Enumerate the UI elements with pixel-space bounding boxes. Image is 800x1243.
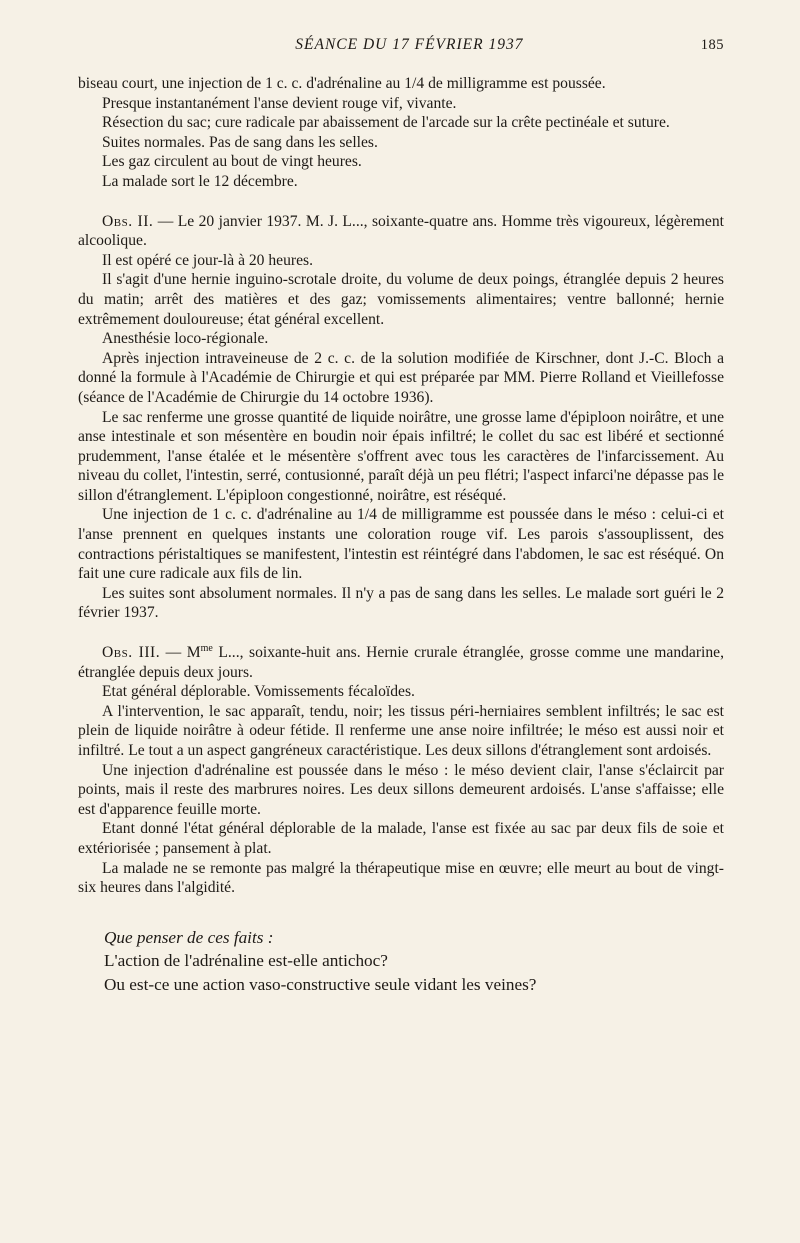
obs2-paragraph: Les suites sont absolument normales. Il n'y a pas de sang dans les selles. Le malade sort guéri le 2 février 1937. [78, 584, 724, 622]
obs2-paragraph: Une injection de 1 c. c. d'adrénaline au 1/4 de milligramme est poussée dans le méso : celui-ci et l'anse prennent en quelques instants une coloration rouge vif. Les parois s'assouplissent, des contractions péristaltiques se manifestent, l'intestin est réintégré dans l'abdomen, le sac est réséqué. On fait une cure radicale aux fils de lin. [78, 506, 724, 583]
continuation-paragraph: Suites normales. Pas de sang dans les selles. [102, 133, 378, 151]
obs3-lead-a: — M [160, 644, 201, 662]
continuation-paragraph: biseau court, une injection de 1 c. c. d'adrénaline au 1/4 de milligramme est poussée. [78, 75, 606, 92]
continuation-paragraph: Résection du sac; cure radicale par abaissement de l'arcade sur la crête pectinéale et suture. [102, 114, 670, 132]
closing-question: L'action de l'adrénaline est-elle antichoc? [104, 951, 388, 971]
section-gap [78, 623, 724, 643]
obs2-label: Obs. II. [102, 212, 154, 230]
obs2-paragraph: Il est opéré ce jour-là à 20 heures. [102, 251, 313, 269]
obs3-paragraph: Etant donné l'état général déplorable de la malade, l'anse est fixée au sac par deux fils de soie et extériorisée ; pansement à plat. [78, 820, 724, 857]
continuation-paragraph: Les gaz circulent au bout de vingt heures. [102, 153, 362, 171]
section-gap [78, 192, 724, 212]
continuation-paragraph: La malade sort le 12 décembre. [102, 172, 298, 190]
obs3-lead-sup: me [200, 642, 213, 654]
obs2-paragraph: Le sac renferme une grosse quantité de liquide noirâtre, une grosse lame d'épiploon noirâtre, et une anse intestinale et son mésentère en boudin noir épais infiltré; le collet du sac est libéré et sectionné prudemment, l'anse étalée et le mésentère s'offrent avec tous les caractères de l'infarcissement. Au niveau du collet, l'intestin, serré, contusionné, paraît déjà un peu flétri; l'aspect infarci'ne dépasse pas le sillon d'étranglement. L'épiploon congestionné, noirâtre, est réséqué. [78, 408, 724, 504]
closing-title: Que penser de ces faits : [104, 927, 274, 947]
obs2-paragraph: Après injection intraveineuse de 2 c. c. de la solution modifiée de Kirschner, dont J.-C. Bloch a donné la formule à l'Académie de Chirurgie et qui est préparée par MM. Pierre Rolland et Vieillefosse (séance de l'Académie de Chirurgie du 14 octobre 1936). [78, 349, 724, 406]
obs2-heading-paragraph [78, 212, 724, 251]
closing-question: Ou est-ce une action vaso-constructive seule vidant les veines? [104, 974, 537, 994]
obs3-lead-b: L..., soixante-huit ans. Hernie crurale étranglée, grosse comme une mandarine, étranglée depuis deux jours. [78, 644, 724, 681]
obs2-lead: — Le 20 janvier 1937. M. J. L..., soixante-quatre ans. Homme très vigoureux, légèrement alcoolique. [78, 212, 724, 250]
obs2-paragraph: Anesthésie loco-régionale. [102, 330, 269, 348]
obs3-paragraph: Une injection d'adrénaline est poussée dans le méso : le méso devient clair, l'anse s'éclaircit par points, mais il reste des marbrures noires. Les deux sillons demeurent ardoisés. L'anse s'affaisse; elle est d'apparence feuille morte. [78, 761, 724, 818]
obs3-paragraph: A l'intervention, le sac apparaît, tendu, noir; les tissus péri-herniaires semblent infiltrés; le sac est plein de liquide noirâtre à odeur fétide. Il renferme une anse noire infiltrée; le méso est aussi noir et infiltré. Le tout a un aspect gangréneux caractéristique. Les deux sillons d'étranglement sont ardoisés. [78, 702, 724, 759]
closing-questions [78, 926, 724, 997]
obs3-paragraph: Etat général déplorable. Vomissements fécaloïdes. [102, 683, 415, 701]
page-number: 185 [700, 37, 724, 53]
running-title: SÉANCE DU 17 FÉVRIER 1937 [295, 36, 524, 53]
page [78, 36, 724, 996]
obs3-paragraph: La malade ne se remonte pas malgré la thérapeutique mise en œuvre; elle meurt au bout de vingt-six heures dans l'algidité. [78, 859, 724, 897]
obs2-paragraph: Il s'agit d'une hernie inguino-scrotale droite, du volume de deux poings, étranglée depuis 2 heures du matin; arrêt des matières et des gaz; vomissements alimentaires; ventre ballonné; hernie extrêmement douloureuse; état général excellent. [78, 271, 724, 328]
obs3-label: Obs. III. [102, 644, 161, 662]
obs3-heading-paragraph [78, 643, 724, 682]
continuation-paragraph: Presque instantanément l'anse devient rouge vif, vivante. [102, 94, 457, 112]
body-text [78, 74, 724, 898]
page-header [78, 36, 724, 66]
